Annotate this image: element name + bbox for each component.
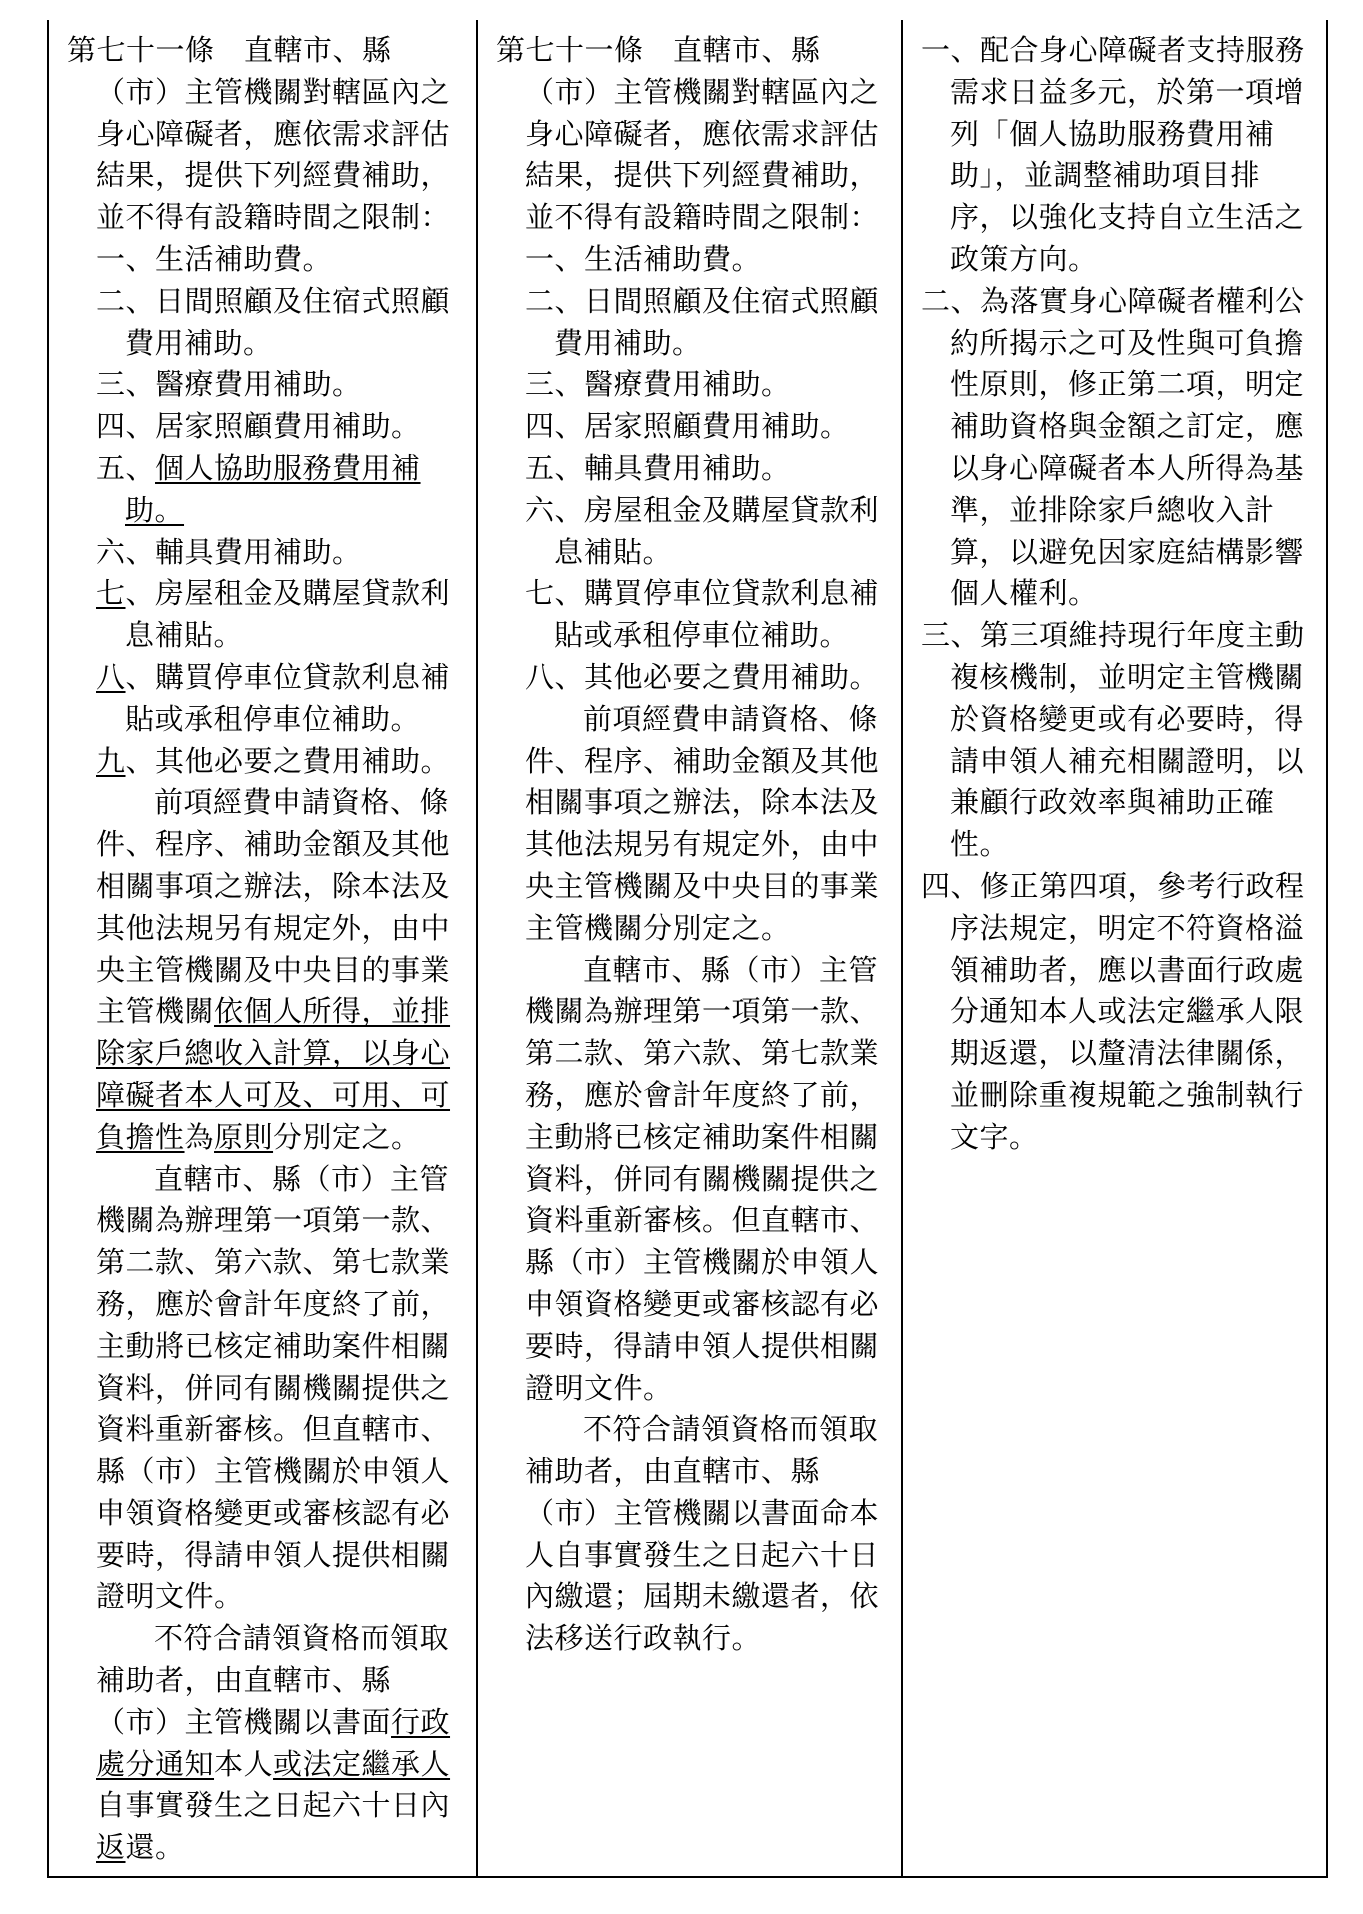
changed-number: 八 (96, 659, 126, 694)
text: 還。 (125, 1830, 185, 1865)
added-text: 。 (154, 492, 185, 527)
paragraph: 不符合請領資格而領取補助者，由直轄市、縣（市）主管機關以書面命本人自事實發生之日起六十日內繳還；屆期未繳還者，依法移送行政執行。 (525, 1412, 880, 1656)
changed-number: 七 (96, 576, 126, 611)
item-text: 、購買停車位貸款利息補貼或承租停車位補助。 (125, 659, 451, 736)
list-item: 一、生活補助費。 (96, 241, 333, 276)
explanation-note: 三、第三項維持現行年度主動複核機制，並明定主管機關於資格變更或有必要時，得請申領人補充相關證明，以兼顧行政效率與補助正確性。 (921, 618, 1305, 862)
paragraph: 前項經費申請資格、條件、程序、補助金額及其他相關事項之辦法，除本法及其他法規另有規定外，由中央主管機關及中央目的事業主管機關分別定之。 (525, 701, 880, 945)
added-text: 依個人所得，並排除家戶總收入計算，以身心障礙者本人可及、可用、可負擔性 (96, 994, 451, 1154)
paragraph: 直轄市、縣（市）主管機關為辦理第一項第一款、第二款、第六款、第七款業務，應於會計年度終了前，主動將已核定補助案件相關資料，併同有關機關提供之資料重新審核。但直轄市、縣（市）主管機關於申領人申領資格變更或審核認有必要時，得請申領人提供相關證明文件。 (96, 1161, 451, 1614)
added-text: 或法定繼承人 (273, 1746, 451, 1781)
amended-text-column (49, 20, 478, 1876)
text: 本人 (214, 1746, 274, 1781)
list-item: 五、輔具費用補助。 (525, 450, 791, 485)
text: 為 (184, 1119, 215, 1154)
list-item: 二、日間照顧及住宿式照顧費用補助。 (525, 283, 880, 360)
current-text-column (478, 20, 903, 1876)
text: 自事實發生之日起六十日內 (96, 1788, 451, 1823)
list-item: 四、居家照顧費用補助。 (96, 409, 421, 444)
list-item (67, 657, 464, 741)
item-text: 、房屋租金及購屋貸款利息補貼。 (125, 576, 451, 653)
explanation-column (903, 20, 1326, 1876)
paragraph: 直轄市、縣（市）主管機關為辦理第一項第一款、第二款、第六款、第七款業務，應於會計年度終了前，主動將已核定補助案件相關資料，併同有關機關提供之資料重新審核。但直轄市、縣（市）主管機關於申領人申領資格變更或審核認有必要時，得請申領人提供相關證明文件。 (525, 952, 880, 1405)
explanation-note: 四、修正第四項，參考行政程序法規定，明定不符資格溢領補助者，應以書面行政處分通知本人或法定繼承人限期返還，以釐清法律關係，並刪除重複規範之強制執行文字。 (921, 868, 1305, 1154)
list-item: 六、輔具費用補助。 (96, 534, 362, 569)
changed-number: 九 (96, 743, 126, 778)
text: 不符合請領資格而領取補助者，由直轄市、縣（市）主管機關以書面 (96, 1621, 450, 1739)
list-item (67, 448, 464, 532)
explanation-note: 一、配合身心障礙者支持服務需求日益多元，於第一項增列「個人協助服務費用補助」，並調整補助項目排序，以強化支持自立生活之政策方向。 (921, 33, 1305, 276)
text: 分別定之。 (273, 1119, 421, 1154)
list-item (67, 741, 464, 783)
article-heading: 第七十一條 直轄市、縣（市）主管機關對轄區內之身心障礙者，應依需求評估結果，提供下列經費補助，並不得有設籍時間之限制： (67, 33, 451, 235)
list-item: 一、生活補助費。 (525, 241, 762, 276)
added-text: 返 (96, 1830, 126, 1865)
list-item: 六、房屋租金及購屋貸款利息補貼。 (525, 492, 880, 569)
list-item: 三、醫療費用補助。 (525, 367, 791, 402)
article-heading: 第七十一條 直轄市、縣（市）主管機關對轄區內之身心障礙者，應依需求評估結果，提供下列經費補助，並不得有設籍時間之限制： (496, 33, 880, 235)
list-item (67, 573, 464, 657)
text: 前項經費申請資格、條件、程序、補助金額及其他相關事項之辦法，除本法及其他法規另有規定外，由中央主管機關及中央目的事業主管機關 (96, 785, 451, 1029)
added-text: 個人協助服務費用補助 (125, 450, 421, 527)
paragraph (67, 782, 464, 1158)
added-text: 原則 (214, 1119, 274, 1154)
explanation-note: 二、為落實身心障礙者權利公約所揭示之可及性與可負擔性原則，修正第二項，明定補助資格與金額之訂定，應以身心障礙者本人所得為基準，並排除家戶總收入計算，以避免因家庭結構影響個人權利。 (921, 283, 1305, 611)
list-item: 七、購買停車位貸款利息補貼或承租停車位補助。 (525, 576, 880, 653)
added-text: 行政處分通知 (96, 1704, 451, 1781)
list-item: 二、日間照顧及住宿式照顧費用補助。 (96, 283, 451, 360)
list-item: 四、居家照顧費用補助。 (525, 409, 850, 444)
list-item: 三、醫療費用補助。 (96, 367, 362, 402)
item-number: 五、 (96, 450, 156, 485)
item-text: 、其他必要之費用補助。 (125, 743, 451, 778)
comparison-table (47, 20, 1328, 1878)
list-item: 八、其他必要之費用補助。 (525, 659, 880, 694)
paragraph (67, 1618, 464, 1869)
